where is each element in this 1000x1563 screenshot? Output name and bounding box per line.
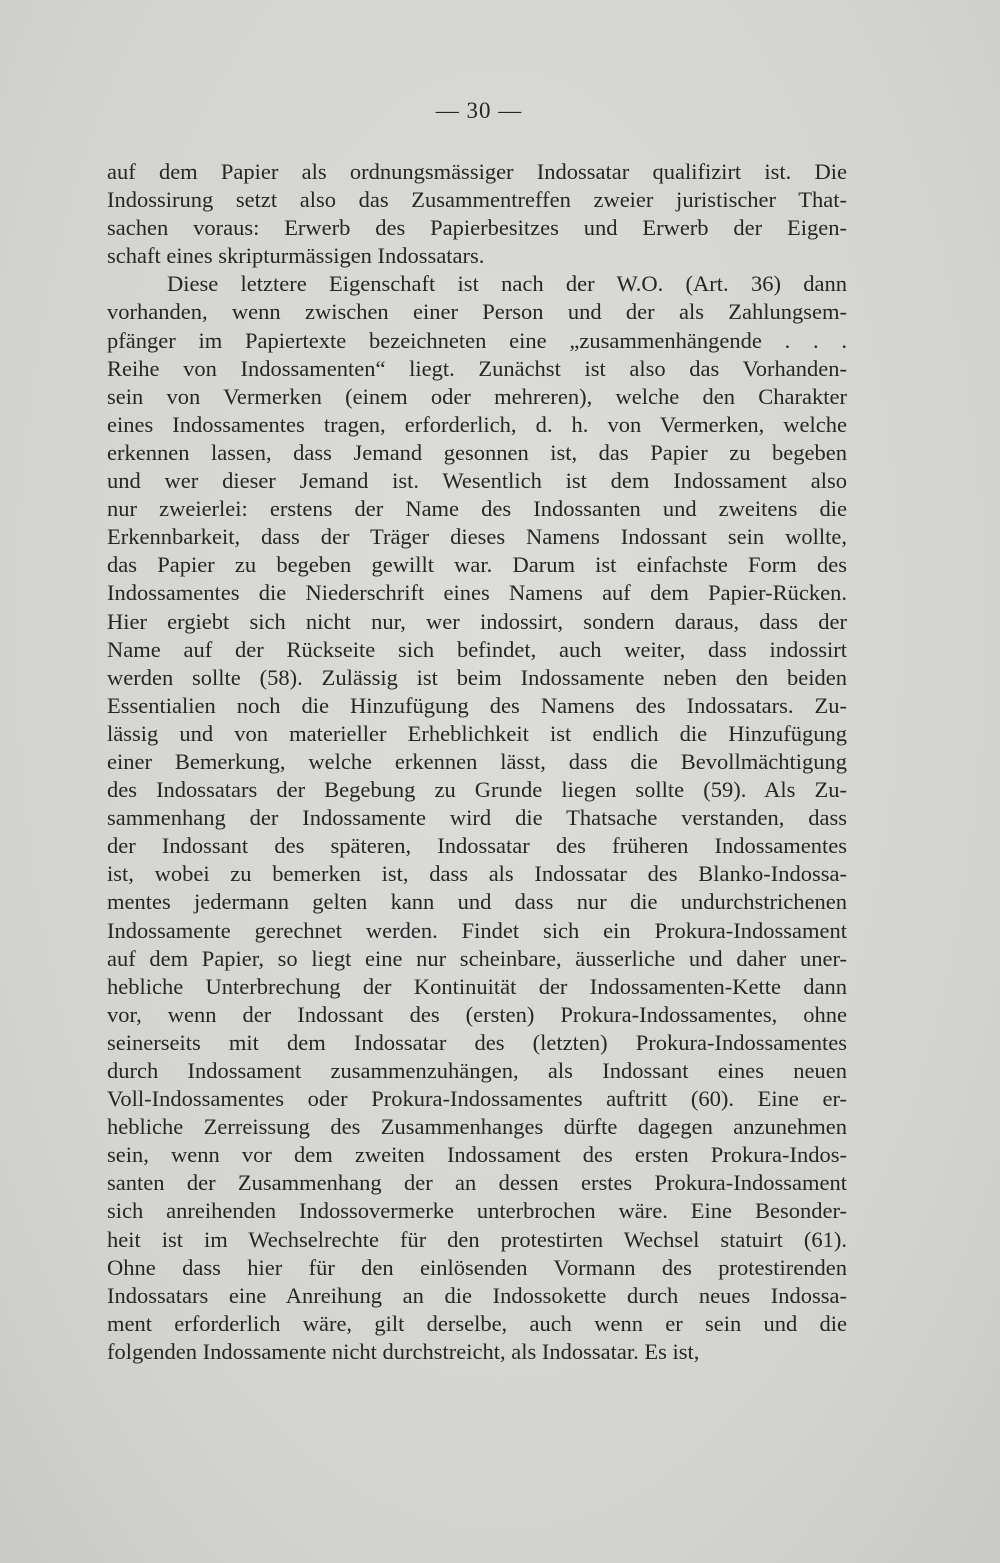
text-line: der Indossant des späteren, Indossatar des früheren Indossamentes	[107, 833, 847, 859]
text-line: Voll-Indossamentes oder Prokura-Indossamentes auftritt (60). Eine er-	[107, 1086, 847, 1112]
text-line: santen der Zusammenhang der an dessen erstes Prokura-Indossament	[107, 1170, 847, 1196]
text-line: Hier ergiebt sich nicht nur, wer indossirt, sondern daraus, dass der	[107, 608, 847, 634]
text-line: vorhanden, wenn zwischen einer Person und der als Zahlungsem-	[107, 299, 847, 325]
text-line: ment erforderlich wäre, gilt derselbe, auch wenn er sein und die	[107, 1310, 847, 1336]
text-line: pfänger im Papiertexte bezeichneten eine „zusammenhängende . . .	[107, 327, 847, 353]
text-line: folgenden Indossamente nicht durchstreicht, als Indossatar. Es ist,	[107, 1338, 700, 1364]
text-line: sein von Vermerken (einem oder mehreren), welche den Charakter	[107, 383, 847, 409]
text-line: schaft eines skripturmässigen Indossatars.	[107, 243, 485, 269]
text-line: seinerseits mit dem Indossatar des (letzten) Prokura-Indossamentes	[107, 1029, 847, 1055]
text-line: sich anreihenden Indossovermerke unterbrochen wäre. Eine Besonder-	[107, 1198, 847, 1224]
text-line: Name auf der Rückseite sich befindet, auch weiter, dass indossirt	[107, 636, 847, 662]
text-line: auf dem Papier, so liegt eine nur scheinbare, äusserliche und daher uner-	[107, 945, 847, 971]
text-line: Indossamente gerechnet werden. Findet sich ein Prokura-Indossament	[107, 917, 847, 943]
text-line: nur zweierlei: erstens der Name des Indossanten und zweitens die	[107, 496, 847, 522]
text-line: Indossirung setzt also das Zusammentreffen zweier juristischer That-	[107, 187, 847, 213]
text-line: hebliche Unterbrechung der Kontinuität der Indossamenten-Kette dann	[107, 973, 847, 999]
text-line: sein, wenn vor dem zweiten Indossament des ersten Prokura-Indos-	[107, 1142, 847, 1168]
text-line: auf dem Papier als ordnungsmässiger Indossatar qualifizirt ist. Die	[107, 159, 847, 184]
text-line: lässig und von materieller Erheblichkeit ist endlich die Hinzufügung	[107, 720, 847, 746]
page-number: — 30 —	[435, 98, 523, 123]
text-line: das Papier zu begeben gewillt war. Darum ist einfachste Form des	[107, 552, 847, 578]
text-line: eines Indossamentes tragen, erforderlich, d. h. von Vermerken, welche	[107, 411, 847, 437]
text-line: Ohne dass hier für den einlösenden Vormann des protestirenden	[107, 1254, 847, 1280]
text-line: Indossamentes die Niederschrift eines Namens auf dem Papier-Rücken.	[107, 580, 847, 606]
text-line: vor, wenn der Indossant des (ersten) Prokura-Indossamentes, ohne	[107, 1001, 847, 1027]
text-line: werden sollte (58). Zulässig ist beim Indossamente neben den beiden	[107, 664, 847, 690]
text-line: Indossatars eine Anreihung an die Indossokette durch neues Indossa-	[107, 1282, 847, 1308]
text-line: durch Indossament zusammenzuhängen, als Indossant eines neuen	[107, 1058, 847, 1083]
text-line: Erkennbarkeit, dass der Träger dieses Namens Indossant sein wollte,	[107, 524, 847, 550]
text-line: heit ist im Wechselrechte für den protestirten Wechsel statuirt (61).	[107, 1226, 847, 1252]
text-line: ist, wobei zu bemerken ist, dass als Indossatar des Blanko-Indossa-	[107, 861, 847, 887]
body-text	[107, 158, 847, 1366]
text-line: erkennen lassen, dass Jemand gesonnen ist, das Papier zu begeben	[107, 439, 847, 465]
text-line: Diese letztere Eigenschaft ist nach der W.O. (Art. 36) dann	[167, 271, 847, 297]
text-line: sammenhang der Indossamente wird die Thatsache verstanden, dass	[107, 805, 847, 831]
text-line: mentes jedermann gelten kann und dass nur die undurchstrichenen	[107, 889, 847, 915]
text-line: und wer dieser Jemand ist. Wesentlich ist dem Indossament also	[107, 468, 847, 494]
text-line: sachen voraus: Erwerb des Papierbesitzes und Erwerb der Eigen-	[107, 215, 847, 241]
text-line: Essentialien noch die Hinzufügung des Namens des Indossatars. Zu-	[107, 692, 847, 718]
text-line: des Indossatars der Begebung zu Grunde liegen sollte (59). Als Zu-	[107, 777, 847, 803]
text-line: hebliche Zerreissung des Zusammenhanges dürfte dagegen anzunehmen	[107, 1114, 847, 1140]
text-line: einer Bemerkung, welche erkennen lässt, dass die Bevollmächtigung	[107, 748, 847, 774]
text-line: Reihe von Indossamenten“ liegt. Zunächst ist also das Vorhanden-	[107, 355, 847, 381]
